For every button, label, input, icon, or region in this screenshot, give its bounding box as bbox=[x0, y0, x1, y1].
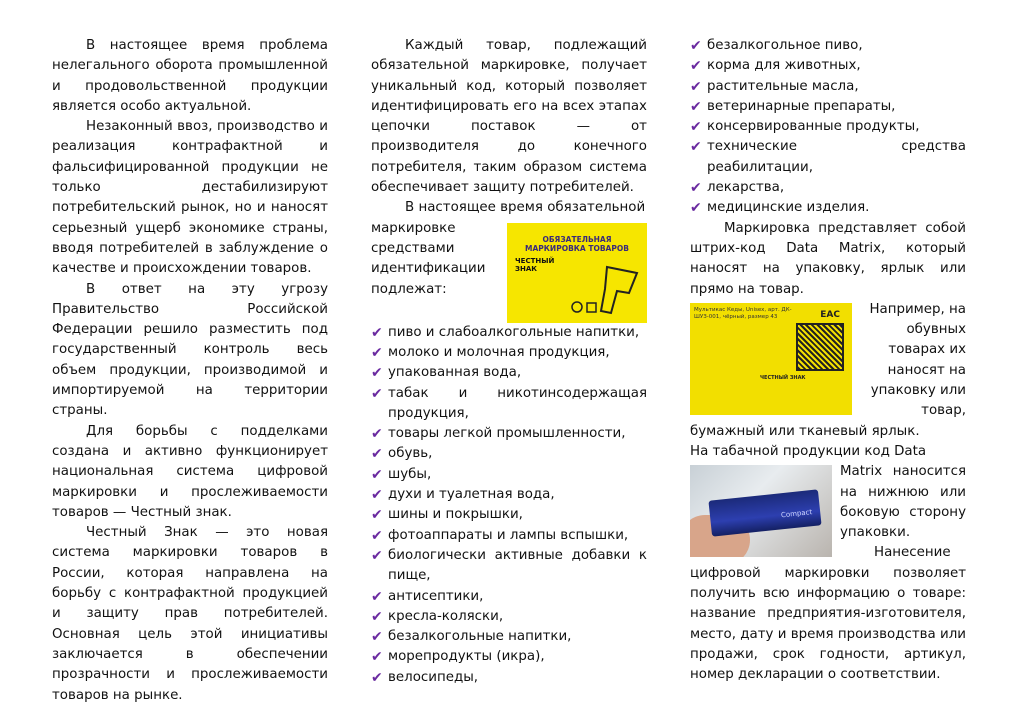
list-item bbox=[371, 647, 647, 667]
list-item-text: обувь, bbox=[388, 446, 433, 462]
list-item bbox=[371, 485, 647, 505]
column-1 bbox=[52, 36, 328, 706]
checkmark-icon: ✔ bbox=[371, 547, 383, 564]
list-item-text: пиво и слабоалкогольные напитки, bbox=[388, 324, 640, 340]
list-item-text: кресла-коляски, bbox=[388, 608, 504, 624]
list-item bbox=[690, 178, 966, 198]
list-item-text: технические средства реабилитации, bbox=[707, 139, 966, 175]
paragraph: На табачной продукции код Data bbox=[690, 443, 927, 459]
list-item bbox=[371, 505, 647, 525]
paragraph: Для борьбы с подделками создана и активно функционирует национальная система цифровой маркировки и прослеживаемости товаров — Честный знак. bbox=[52, 423, 328, 520]
paragraph: В настоящее время проблема нелегального оборота промышленной и продовольственной продукции является особо актуальной. bbox=[52, 38, 328, 114]
list-item-text: биологически активные добавки к пище, bbox=[388, 547, 647, 584]
list-item-text: шины и покрышки, bbox=[388, 507, 523, 523]
list-item-text: шубы, bbox=[388, 466, 432, 482]
checkmark-icon: ✔ bbox=[690, 58, 702, 75]
datamatrix-icon bbox=[796, 323, 844, 371]
checkmark-icon: ✔ bbox=[371, 466, 383, 483]
poster-brand: ЧЕСТНЫЙ ЗНАК bbox=[515, 256, 555, 273]
list-item-text: фотоаппараты и лампы вспышки, bbox=[388, 527, 629, 543]
checkmark-icon: ✔ bbox=[371, 344, 383, 361]
list-item bbox=[371, 363, 647, 383]
list-item-text: морепродукты (икра), bbox=[388, 649, 545, 665]
paragraph: Маркировка представляет собой штрих-код Data Matrix, который наносят на упаковку, ярлык или прямо на товар. bbox=[690, 220, 966, 297]
paragraph: Честный Знак — это новая система маркировки товаров в России, которая направлена на борьбу с контрафактной продукцией и защиту прав потребителей. Основная цель этой инициативы заключается в обеспечении прозрачности и прослеживаемости товаров на рынке. bbox=[52, 525, 328, 703]
checkmark-icon: ✔ bbox=[690, 119, 702, 136]
list-item bbox=[371, 343, 647, 363]
paragraph: Например, на обувных товарах их наносят на упаковку или товар, bbox=[869, 301, 966, 419]
list-item-text: лекарства, bbox=[707, 180, 785, 196]
list-item-text: корма для животных, bbox=[707, 58, 861, 74]
list-item bbox=[371, 526, 647, 546]
paragraph: Незаконный ввоз, производство и реализация контрафактной и фальсифицированной продукции не только дестабилизируют потребительский рынок, но и наносят серьезный ущерб экономике страны, вводя потребителей в заблуждение о качестве и происхождении товаров. bbox=[52, 119, 328, 277]
list-item bbox=[371, 607, 647, 627]
list-item bbox=[690, 117, 966, 137]
list-item-text: упакованная вода, bbox=[388, 365, 522, 381]
list-item bbox=[690, 36, 966, 56]
checkmark-icon: ✔ bbox=[371, 487, 383, 504]
checkmark-icon: ✔ bbox=[690, 98, 702, 115]
paragraph: Нанесение bbox=[874, 545, 951, 561]
checkmark-icon: ✔ bbox=[690, 38, 702, 54]
label-text: Мультикас Кеды, Unisex, арт. ДК-ШУЗ-001, чёрный, размер 43 bbox=[694, 306, 792, 320]
list-item-text: безалкогольное пиво, bbox=[707, 38, 863, 53]
list-item bbox=[690, 77, 966, 97]
tobacco-pack-photo bbox=[690, 465, 832, 557]
list-item-text: антисептики, bbox=[388, 588, 484, 604]
checkmark-icon: ✔ bbox=[690, 139, 702, 156]
list-item bbox=[690, 97, 966, 117]
checkmark-icon: ✔ bbox=[371, 649, 383, 666]
list-item bbox=[371, 668, 647, 688]
eac-mark: ЕАС bbox=[820, 309, 840, 320]
column-3 bbox=[690, 36, 966, 686]
marked-goods-list-continued bbox=[690, 36, 966, 219]
checkmark-icon: ✔ bbox=[371, 446, 383, 463]
label-brand: ЧЕСТНЫЙ ЗНАК bbox=[760, 374, 806, 381]
poster-title: ОБЯЗАТЕЛЬНАЯ МАРКИРОВКА ТОВАРОВ bbox=[525, 234, 629, 253]
list-item-text: безалкогольные напитки, bbox=[388, 629, 572, 645]
list-item-text: велосипеды, bbox=[388, 669, 479, 685]
list-item bbox=[371, 444, 647, 464]
list-item-text: консервированные продукты, bbox=[707, 119, 920, 135]
list-item bbox=[371, 627, 647, 647]
list-item bbox=[371, 384, 647, 425]
list-item bbox=[690, 56, 966, 76]
checkmark-icon: ✔ bbox=[371, 527, 383, 544]
paragraph: В ответ на эту угрозу Правительство Российской Федерации решило разместить под государственный контроль весь объем продукции, производимой и импортируемой на территории страны. bbox=[52, 281, 328, 419]
checkmark-icon: ✔ bbox=[371, 324, 383, 341]
list-item-text: ветеринарные препараты, bbox=[707, 98, 896, 114]
checkmark-icon: ✔ bbox=[371, 629, 383, 646]
column-2 bbox=[371, 36, 647, 688]
paragraph: Matrix наносится на нижнюю или боковую сторону упаковки. bbox=[840, 464, 966, 541]
checkmark-icon: ✔ bbox=[690, 180, 702, 197]
checkmark-icon: ✔ bbox=[371, 507, 383, 524]
list-item bbox=[690, 137, 966, 178]
list-item-text: товары легкой промышленности, bbox=[388, 426, 626, 442]
marked-goods-list bbox=[371, 323, 647, 688]
list-item bbox=[371, 587, 647, 607]
scanner-icon bbox=[567, 263, 643, 319]
list-item-text: растительные масла, bbox=[707, 78, 859, 94]
list-item bbox=[371, 323, 647, 343]
pack-shape bbox=[708, 490, 821, 537]
list-item-text: молоко и молочная продукция, bbox=[388, 344, 610, 360]
checkmark-icon: ✔ bbox=[371, 385, 383, 402]
list-item bbox=[371, 546, 647, 587]
list-item bbox=[371, 465, 647, 485]
list-item-text: медицинские изделия. bbox=[707, 200, 870, 216]
marking-poster-image bbox=[507, 223, 647, 323]
pack-brand: Compact bbox=[780, 508, 813, 520]
checkmark-icon: ✔ bbox=[371, 588, 383, 605]
paragraph: цифровой маркировки позволяет получить всю информацию о товаре: название предприятия-изготовителя, место, дату и время производства или продажи, срок годности, артикул, номер декларации о соответствии. bbox=[690, 565, 966, 683]
list-item bbox=[371, 424, 647, 444]
paragraph: В настоящее время обязательной bbox=[405, 200, 646, 216]
paragraph: Каждый товар, подлежащий обязательной маркировке, получает уникальный код, который позволяет идентифицировать его на всех этапах цепочки поставок — от производителя до конечного потребителя, таким образом система обеспечивает защиту потребителей. bbox=[371, 38, 647, 196]
list-item-text: табак и никотинсодержащая продукция, bbox=[388, 385, 647, 421]
list-item-text: духи и туалетная вода, bbox=[388, 487, 555, 503]
checkmark-icon: ✔ bbox=[371, 365, 383, 382]
checkmark-icon: ✔ bbox=[690, 200, 702, 217]
list-item bbox=[690, 198, 966, 218]
checkmark-icon: ✔ bbox=[371, 608, 383, 625]
paragraph: маркировке средствами идентификации подлежат: bbox=[371, 220, 486, 297]
checkmark-icon: ✔ bbox=[371, 426, 383, 443]
checkmark-icon: ✔ bbox=[690, 78, 702, 95]
paragraph: бумажный или тканевый ярлык. bbox=[690, 423, 920, 439]
checkmark-icon: ✔ bbox=[371, 669, 383, 686]
shoe-label-image bbox=[690, 303, 852, 415]
